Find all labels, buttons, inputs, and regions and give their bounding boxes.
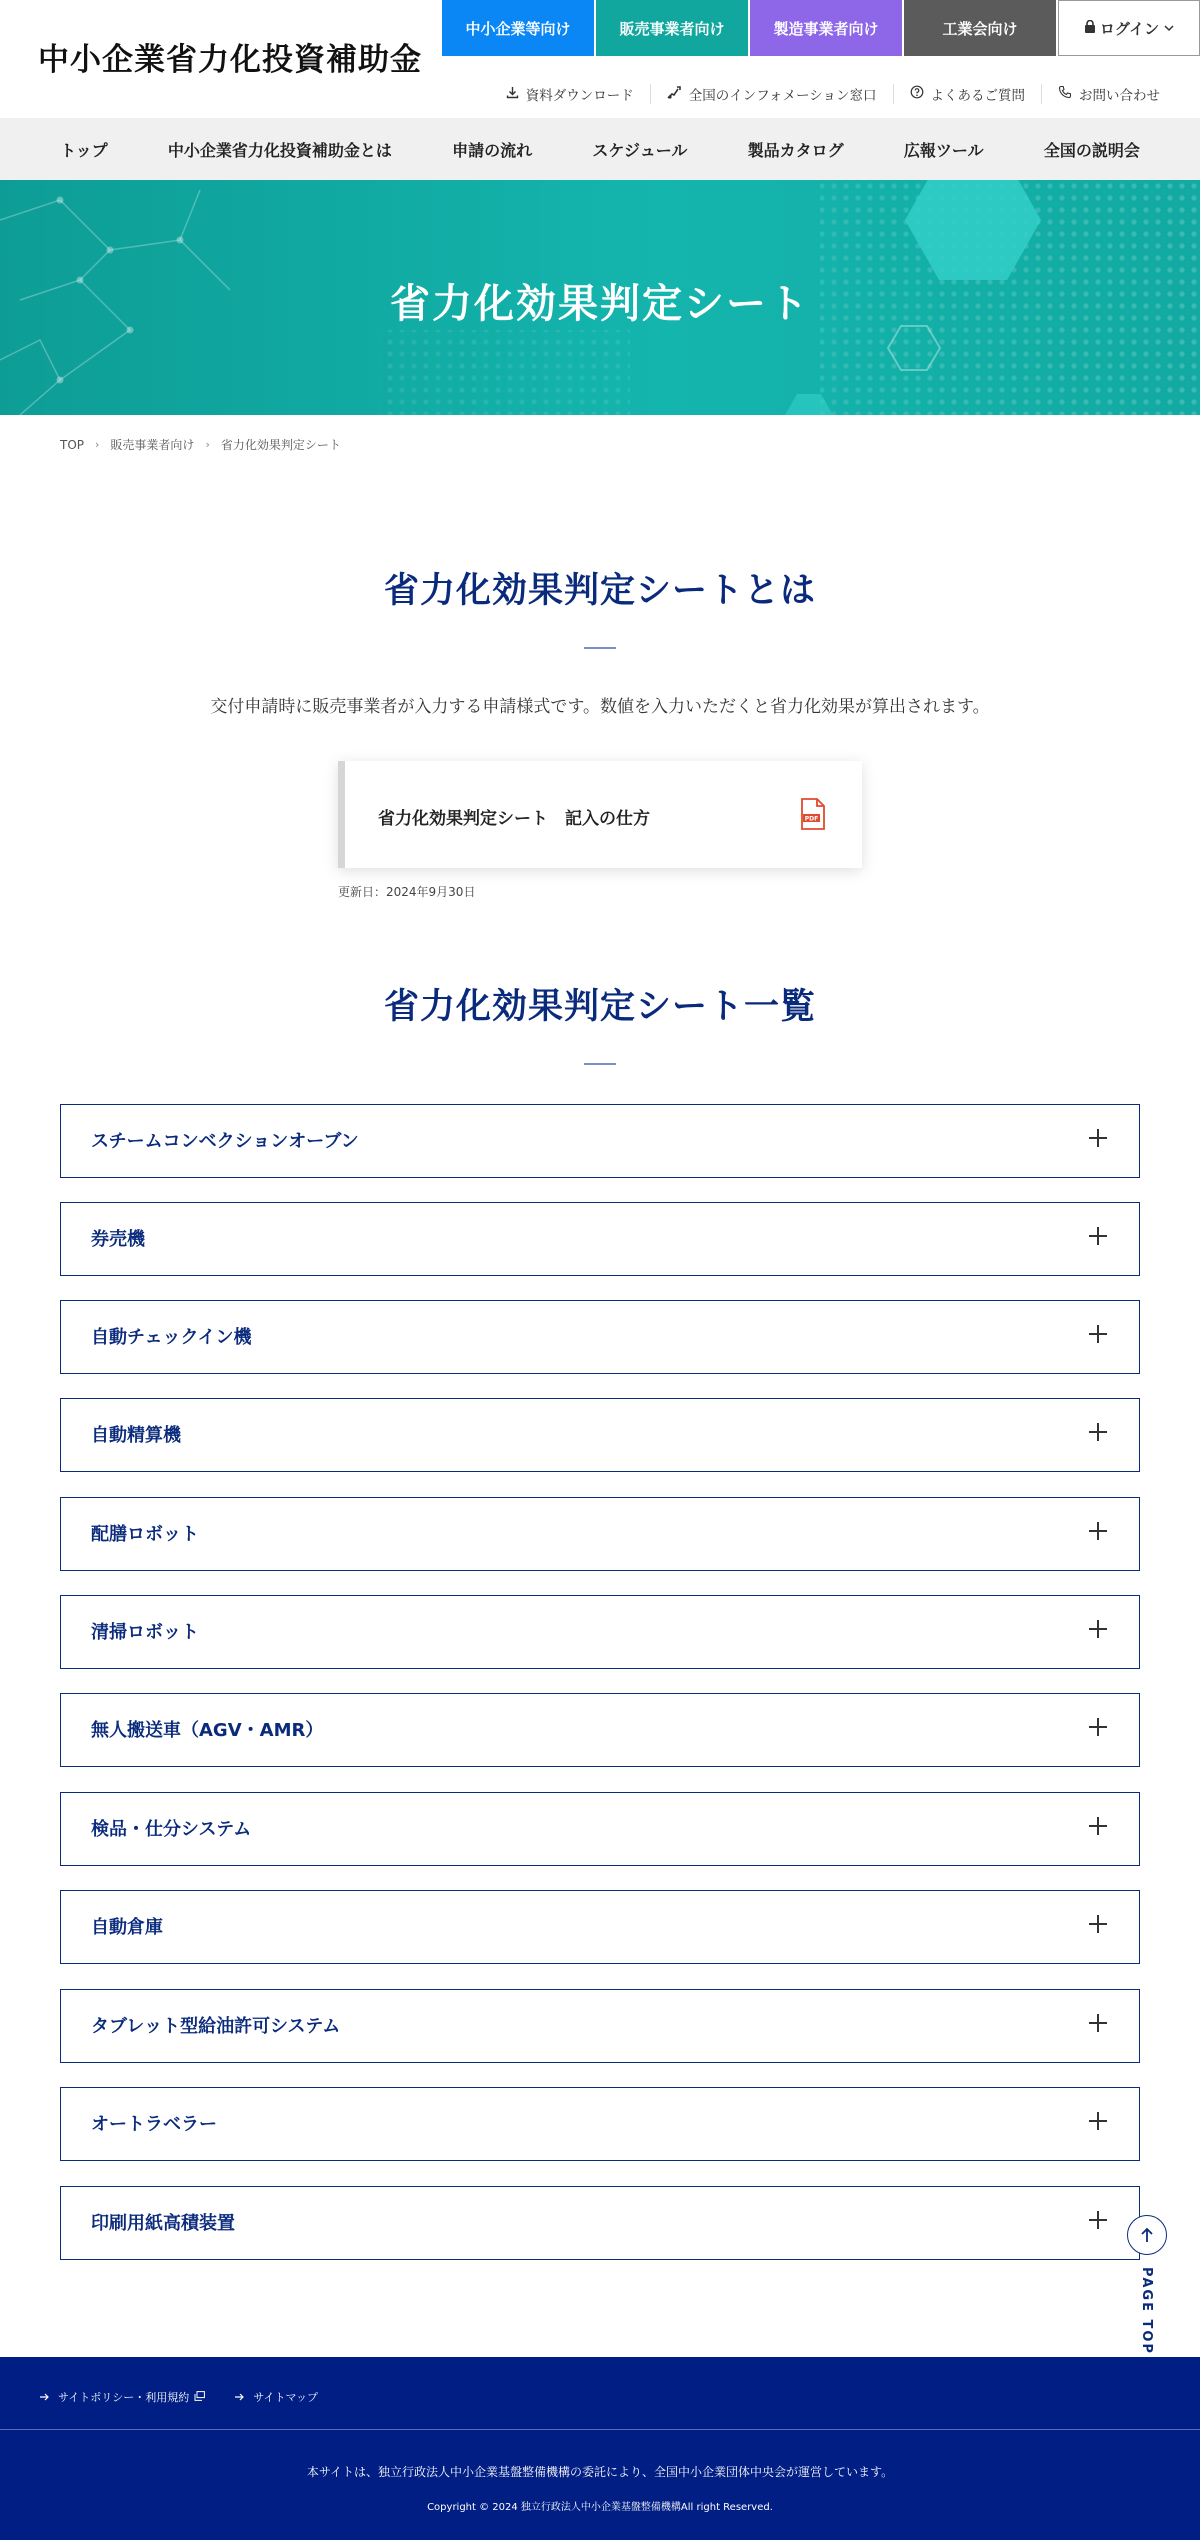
plus-icon[interactable] <box>1089 1325 1107 1343</box>
nav-item-seminars[interactable]: 全国の説明会 <box>1043 140 1140 160</box>
footer-links <box>40 2389 348 2405</box>
accordion-item[interactable] <box>60 1300 1140 1374</box>
footer-link-sitemap[interactable] <box>235 2389 318 2405</box>
list-section-title: 省力化効果判定シート一覧 <box>383 987 816 1027</box>
footer-operator-note: 本サイトは、独立行政法人中小企業基盤整備機構の委託により、全国中小企業団体中央会が運営しています。 <box>306 2465 894 2479</box>
question-icon <box>910 85 924 103</box>
accordion-item[interactable] <box>60 1890 1140 1964</box>
accordion-label: スチームコンベクションオーブン <box>91 1131 359 1152</box>
plus-icon[interactable] <box>1089 1522 1107 1540</box>
accordion-label: タブレット型給油許可システム <box>91 2016 341 2037</box>
footer-link-label: サイトマップ <box>253 2391 319 2404</box>
pdf-guide-link[interactable] <box>338 761 862 868</box>
arrow-right-icon <box>235 2391 245 2404</box>
tab-sme[interactable]: 中小企業等向け <box>442 0 594 56</box>
svg-text:PDF: PDF <box>804 815 819 823</box>
breadcrumb-top[interactable]: TOP <box>60 437 85 452</box>
breadcrumb-current: 省力化効果判定シート <box>220 438 341 452</box>
plus-icon[interactable] <box>1089 2211 1107 2229</box>
chevron-down-icon <box>1164 22 1174 35</box>
copyright: Copyright © 2024 独立行政法人中小企業基盤整備機構All right Reserved. <box>427 2502 773 2513</box>
accordion-label: オートラベラー <box>91 2114 217 2135</box>
accordion-label: 自動倉庫 <box>91 1917 163 1938</box>
util-link-label: 全国のインフォメーション窓口 <box>688 88 877 104</box>
pdf-icon <box>800 798 826 830</box>
plus-icon[interactable] <box>1089 1129 1107 1147</box>
plus-icon[interactable] <box>1089 2112 1107 2130</box>
plus-icon[interactable] <box>1089 1227 1107 1245</box>
util-link-contact[interactable] <box>1041 84 1176 104</box>
utility-links <box>490 84 1176 104</box>
page-title: 省力化効果判定シート <box>390 281 810 327</box>
tab-manufacturer[interactable]: 製造事業者向け <box>750 0 902 56</box>
plus-icon[interactable] <box>1089 1915 1107 1933</box>
plus-icon[interactable] <box>1089 1718 1107 1736</box>
accordion-label: 配膳ロボット <box>91 1524 199 1545</box>
util-link-info-desk[interactable] <box>650 84 893 104</box>
accordion-item[interactable] <box>60 1792 1140 1866</box>
util-link-download[interactable] <box>490 84 650 104</box>
accordion-item[interactable] <box>60 1398 1140 1472</box>
accordion-item[interactable] <box>60 2186 1140 2260</box>
section-divider <box>584 1063 616 1065</box>
hero-banner <box>0 180 1200 415</box>
accordion-item[interactable] <box>60 1693 1140 1767</box>
footer-divider <box>0 2429 1200 2430</box>
accordion-label: 自動精算機 <box>91 1425 181 1446</box>
arrow-up-icon[interactable] <box>1127 2215 1167 2255</box>
nav-item-about[interactable]: 中小企業省力化投資補助金とは <box>167 140 392 160</box>
section-divider <box>584 647 616 649</box>
accordion-item[interactable] <box>60 2087 1140 2161</box>
about-section-title: 省力化効果判定シートとは <box>383 571 816 611</box>
tab-sales-vendor[interactable]: 販売事業者向け <box>596 0 748 56</box>
phone-icon <box>1058 85 1072 103</box>
breadcrumb <box>60 436 341 453</box>
login-button[interactable] <box>1058 0 1200 56</box>
accordion-label: 清掃ロボット <box>91 1622 199 1643</box>
nav-item-pr-tools[interactable]: 広報ツール <box>903 140 984 160</box>
page-top-label: PAGE TOP <box>1139 2267 1154 2355</box>
accordion-label: 券売機 <box>91 1229 145 1250</box>
login-label: ログイン <box>1099 19 1160 38</box>
util-link-label: 資料ダウンロード <box>525 88 634 104</box>
site-title[interactable]: 中小企業省力化投資補助金 <box>38 42 422 78</box>
accordion-label: 印刷用紙高積装置 <box>91 2213 235 2234</box>
nav-item-top[interactable]: トップ <box>60 140 108 160</box>
page-top-button[interactable] <box>1127 2215 1169 2355</box>
plus-icon[interactable] <box>1089 2014 1107 2032</box>
footer-link-label: サイトポリシー・利用規約 <box>58 2391 190 2404</box>
util-link-faq[interactable] <box>893 84 1042 104</box>
accordion-label: 検品・仕分システム <box>91 1819 252 1840</box>
updated-date: 更新日：2024年9月30日 <box>338 885 476 899</box>
accordion-label: 自動チェックイン機 <box>91 1327 252 1348</box>
plus-icon[interactable] <box>1089 1423 1107 1441</box>
chevron-right-icon: › <box>95 438 100 451</box>
external-window-icon <box>194 2391 205 2404</box>
accordion-item[interactable] <box>60 1989 1140 2063</box>
util-link-label: よくあるご質問 <box>930 88 1025 104</box>
pdf-guide-label: 省力化効果判定シート 記入の仕方 <box>378 809 650 829</box>
footer-link-site-policy[interactable] <box>40 2389 205 2405</box>
plus-icon[interactable] <box>1089 1620 1107 1638</box>
util-link-label: お問い合わせ <box>1079 88 1160 104</box>
global-nav <box>0 118 1200 180</box>
accordion-item[interactable] <box>60 1497 1140 1571</box>
tab-industry-association[interactable]: 工業会向け <box>904 0 1056 56</box>
about-description: 交付申請時に販売事業者が入力する申請様式です。数値を入力いただくと省力化効果が算出されます。 <box>210 697 990 717</box>
chevron-right-icon: › <box>205 438 210 451</box>
info-desk-icon <box>667 86 682 103</box>
nav-item-schedule[interactable]: スケジュール <box>592 140 688 160</box>
breadcrumb-sales-vendor[interactable]: 販売事業者向け <box>110 438 195 452</box>
audience-tabs <box>440 0 1200 56</box>
accordion-label: 無人搬送車（AGV・AMR） <box>91 1720 324 1741</box>
nav-item-flow[interactable]: 申請の流れ <box>452 140 533 160</box>
lock-icon <box>1084 20 1096 37</box>
plus-icon[interactable] <box>1089 1817 1107 1835</box>
arrow-right-icon <box>40 2391 50 2404</box>
site-footer <box>0 2357 1200 2540</box>
accordion-item[interactable] <box>60 1595 1140 1669</box>
nav-item-catalog[interactable]: 製品カタログ <box>747 140 844 160</box>
site-header <box>0 0 1200 118</box>
accordion-item[interactable] <box>60 1104 1140 1178</box>
accordion-item[interactable] <box>60 1202 1140 1276</box>
download-icon <box>506 86 519 103</box>
